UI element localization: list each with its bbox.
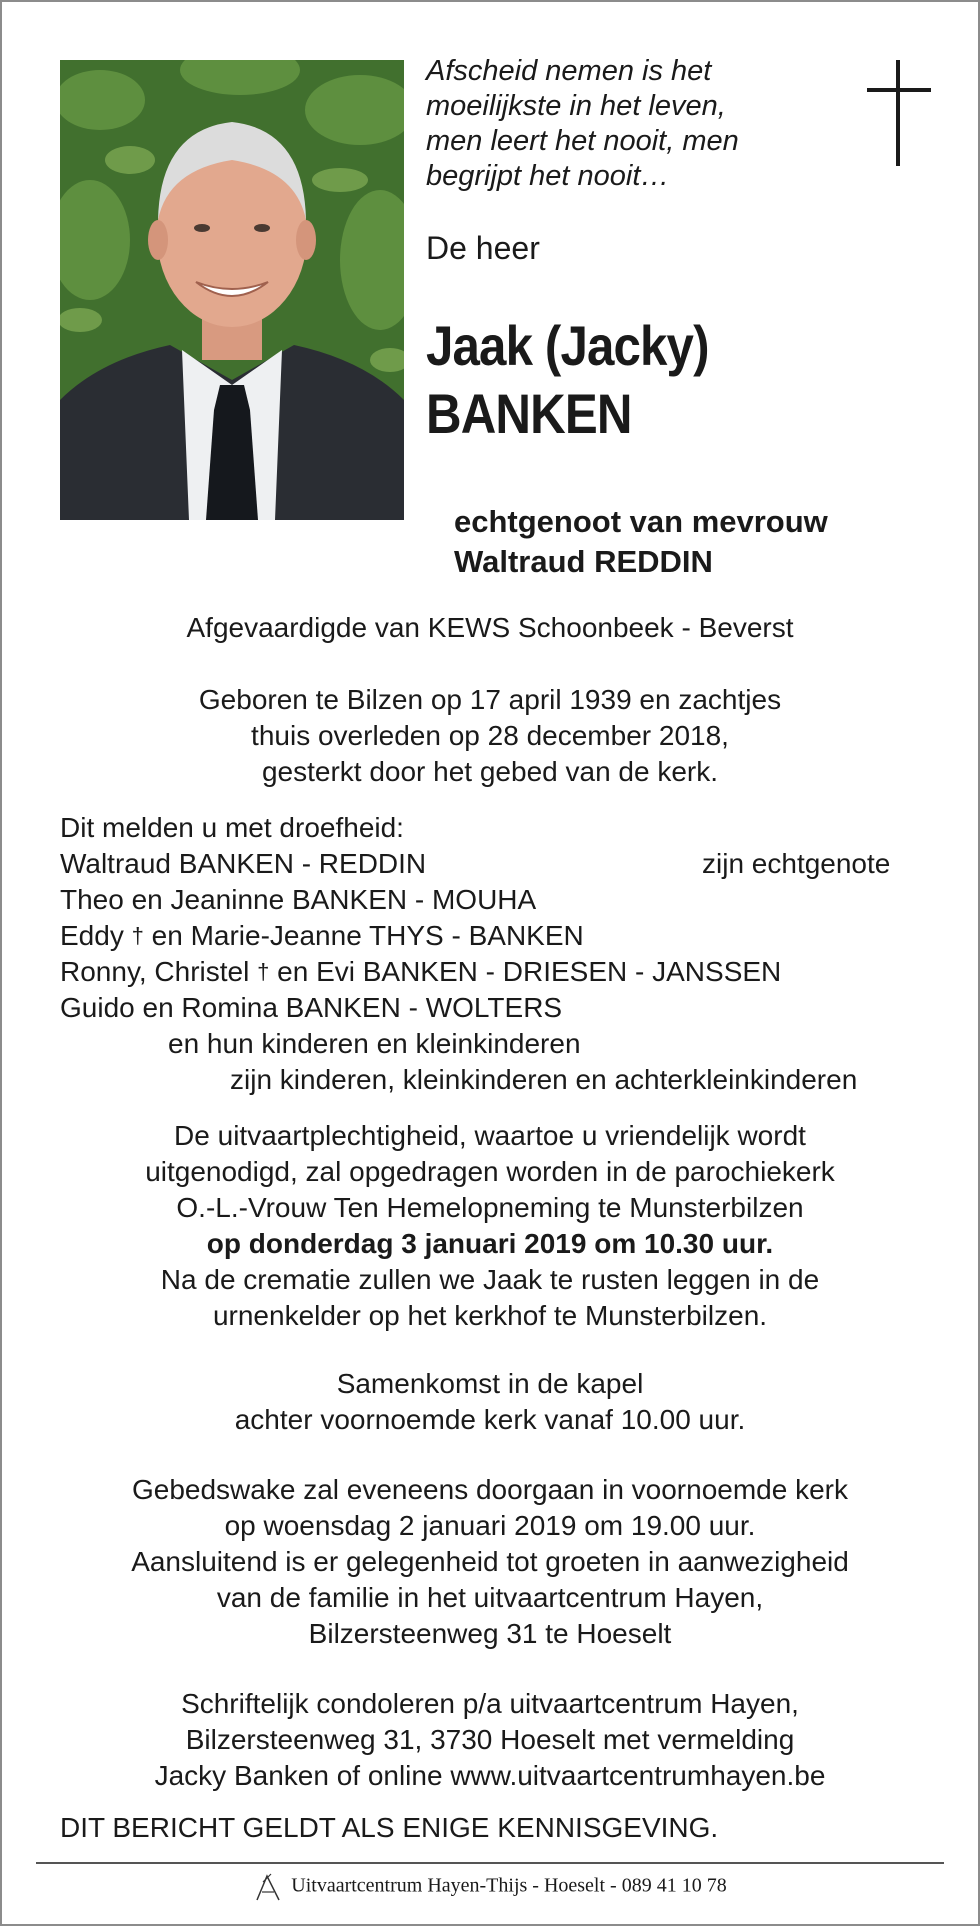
text-line: op woensdag 2 januari 2019 om 19.00 uur. bbox=[224, 1510, 756, 1541]
text-line: urnenkelder op het kerkhof te Munsterbilzen. bbox=[212, 1300, 768, 1331]
cross-icon bbox=[867, 60, 931, 166]
funeral-text bbox=[2, 1118, 978, 1334]
text-line: thuis overleden op 28 december 2018, bbox=[251, 720, 729, 751]
text-line: Samenkomst in de kapel bbox=[336, 1368, 644, 1399]
family-line: zijn kinderen, kleinkinderen en achterkleinkinderen bbox=[230, 1064, 858, 1095]
family-line: Theo en Jeaninne BANKEN - MOUHA bbox=[60, 884, 537, 915]
text-line: Schriftelijk condoleren p/a uitvaartcentrum Hayen, bbox=[181, 1688, 799, 1719]
spouse-info bbox=[454, 502, 828, 582]
condolence-text bbox=[2, 1686, 978, 1794]
text-line: Bilzersteenweg 31 te Hoeselt bbox=[308, 1618, 672, 1649]
text-line: Aansluitend is er gelegenheid tot groeten in aanwezigheid bbox=[131, 1546, 849, 1577]
poem bbox=[426, 54, 866, 194]
name-line: Jaak (Jacky) bbox=[426, 314, 709, 377]
text-line: Bilzersteenweg 31, 3730 Hoeselt met vermelding bbox=[185, 1724, 795, 1755]
footer-text: Uitvaartcentrum Hayen-Thijs - Hoeselt - 089 41 10 78 bbox=[291, 1874, 727, 1897]
family-line: Waltraud BANKEN - REDDIN bbox=[60, 848, 427, 879]
family-line: Ronny, Christel † en Evi BANKEN - DRIESEN - JANSSEN bbox=[60, 956, 782, 987]
salutation: De heer bbox=[426, 230, 540, 266]
spouse-line: echtgenoot van mevrouw bbox=[454, 504, 828, 539]
name-line: BANKEN bbox=[426, 382, 632, 445]
funeral-date: op donderdag 3 januari 2019 om 10.30 uur. bbox=[206, 1228, 774, 1259]
dagger-icon: † bbox=[131, 923, 144, 948]
poem-line: men leert het nooit, men bbox=[426, 125, 739, 157]
birth-text bbox=[2, 682, 978, 790]
text-line: O.-L.-Vrouw Ten Hemelopneming te Munsterbilzen bbox=[176, 1192, 804, 1223]
family-role: zijn echtgenote bbox=[702, 848, 891, 879]
text-line: gesterkt door het gebed van de kerk. bbox=[261, 756, 719, 787]
poem-line: moeilijkste in het leven, bbox=[426, 90, 726, 122]
text-line: uitgenodigd, zal opgedragen worden in de parochiekerk bbox=[145, 1156, 835, 1187]
gathering-text bbox=[2, 1366, 978, 1438]
text-line: De uitvaartplechtigheid, waartoe u vriendelijk wordt bbox=[174, 1120, 806, 1151]
footer bbox=[2, 1872, 978, 1902]
text-line: van de familie in het uitvaartcentrum Hayen, bbox=[216, 1582, 764, 1613]
poem-line: Afscheid nemen is het bbox=[426, 55, 712, 87]
family-intro: Dit melden u met droefheid: bbox=[60, 812, 404, 843]
poem-line: begrijpt het nooit… bbox=[426, 160, 670, 192]
family-line: Guido en Romina BANKEN - WOLTERS bbox=[60, 992, 563, 1023]
family-line: en hun kinderen en kleinkinderen bbox=[168, 1028, 581, 1059]
divider bbox=[36, 1862, 944, 1864]
text-line: Geboren te Bilzen op 17 april 1939 en zachtjes bbox=[198, 684, 782, 715]
affiliation: Afgevaardigde van KEWS Schoonbeek - Beverst bbox=[186, 612, 794, 643]
text-line: Na de crematie zullen we Jaak te rusten leggen in de bbox=[160, 1264, 820, 1295]
notice: DIT BERICHT GELDT ALS ENIGE KENNISGEVING. bbox=[60, 1812, 719, 1843]
deceased-name bbox=[426, 312, 709, 448]
text-line: Gebedswake zal eveneens doorgaan in voornoemde kerk bbox=[131, 1474, 848, 1505]
funeral-home-logo-icon bbox=[253, 1872, 283, 1902]
dagger-icon: † bbox=[257, 959, 270, 984]
wake-text bbox=[2, 1472, 978, 1652]
spouse-line: Waltraud REDDIN bbox=[454, 544, 713, 579]
family-line: Eddy † en Marie-Jeanne THYS - BANKEN bbox=[60, 920, 584, 951]
text-line: Jacky Banken of online www.uitvaartcentrumhayen.be bbox=[154, 1760, 826, 1791]
portrait-photo bbox=[60, 60, 404, 520]
text-line: achter voornoemde kerk vanaf 10.00 uur. bbox=[234, 1404, 746, 1435]
